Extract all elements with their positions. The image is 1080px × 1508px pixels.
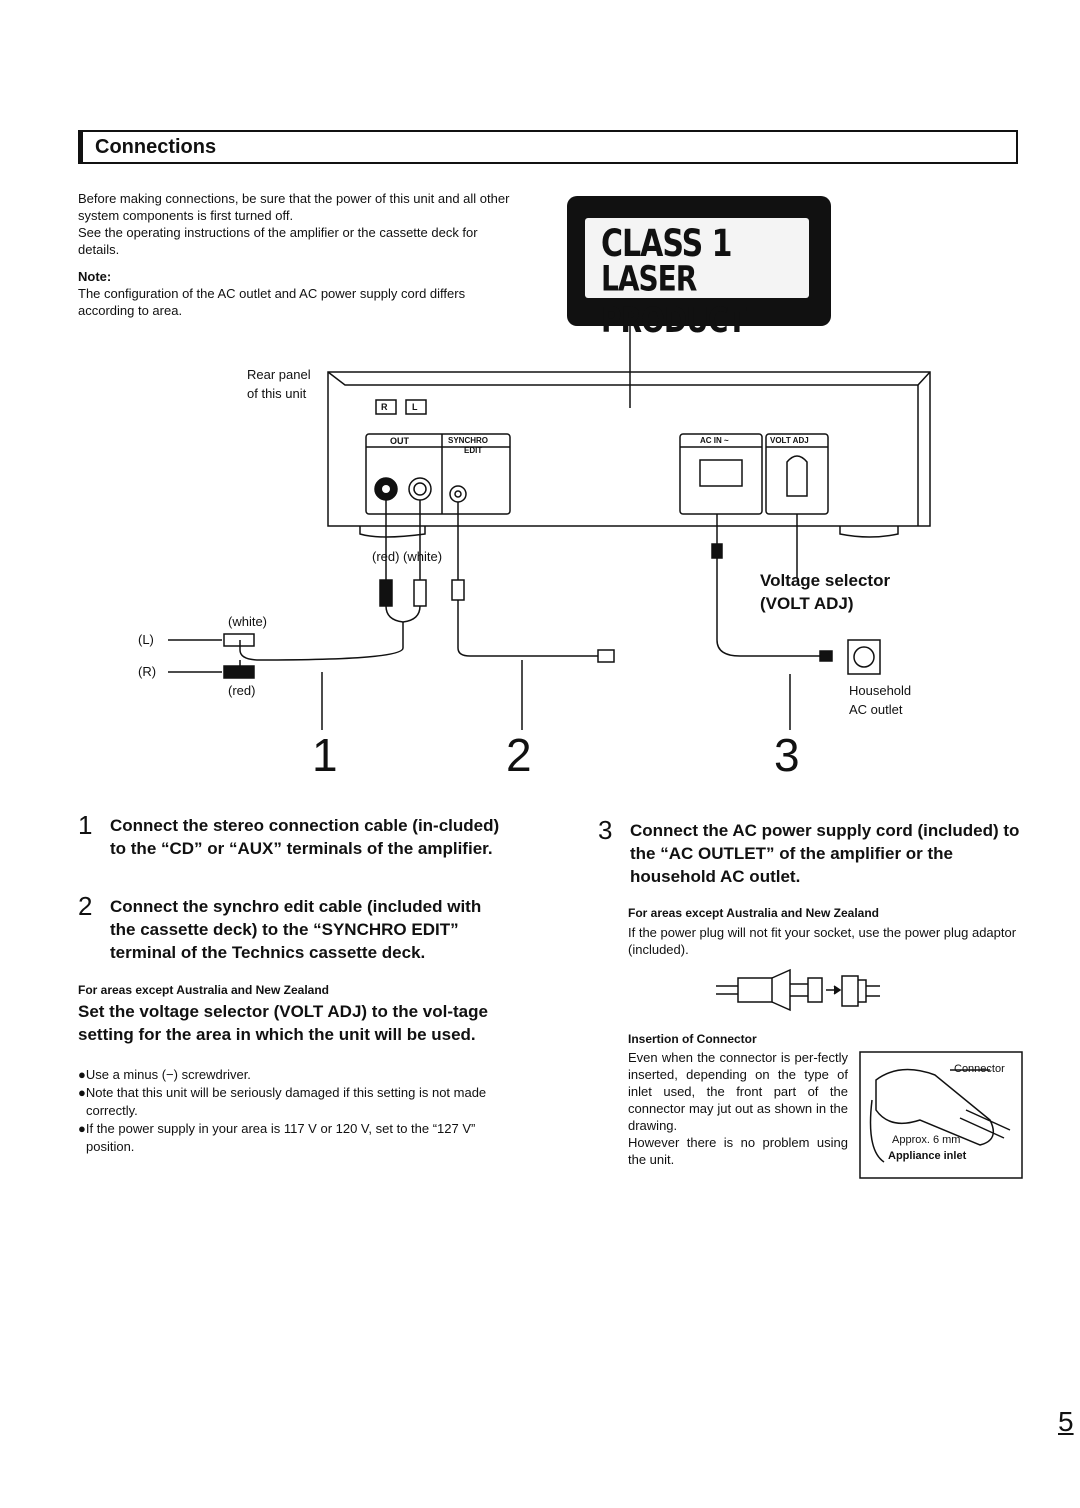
voltage-selector-label: Voltage selector <box>760 571 891 590</box>
bullet-1: ●Use a minus (−) screwdriver. <box>78 1067 251 1082</box>
synchro-label-1: SYNCHRO <box>448 436 489 445</box>
bullet-2: ●Note that this unit will be seriously damaged if this setting is not made correctly. <box>78 1085 487 1118</box>
diagram-number-3: 3 <box>774 729 800 781</box>
right-channel-label: (R) <box>138 664 157 679</box>
channel-r-label: R <box>381 402 388 412</box>
page-number: 5 <box>1058 1406 1074 1437</box>
connector-label: Connector <box>954 1063 1005 1075</box>
section-title: Connections <box>95 136 217 158</box>
step-1-number: 1 <box>78 810 93 840</box>
intro-paragraph-1: Before making connections, be sure that the power of this unit and all other system components is first turned off. <box>78 191 510 223</box>
appliance-inlet-label: Appliance inlet <box>888 1150 967 1162</box>
rear-panel-label-2: of this unit <box>247 386 307 401</box>
diagram-number-1: 1 <box>312 729 338 781</box>
step-3-text: Connect the AC power supply cord (included) to the “AC OUTLET” of the amplifier or the household AC outlet. <box>630 821 1020 886</box>
intro-paragraph-2: See the operating instructions of the amplifier or the cassette deck for details. <box>78 225 478 257</box>
insertion-text-2: However there is no problem using the unit. <box>628 1135 848 1167</box>
left-channel-label: (L) <box>138 632 154 647</box>
laser-line-1: CLASS 1 <box>601 222 732 266</box>
volt-adj-panel-label: VOLT ADJ <box>770 436 809 445</box>
step-2 <box>78 891 510 964</box>
areas-note-left: For areas except Australia and New Zealand <box>78 983 329 997</box>
out-terminal-label: OUT <box>390 436 409 446</box>
volt-adj-label: (VOLT ADJ) <box>760 594 854 613</box>
household-label-2: AC outlet <box>849 702 903 717</box>
bullet-3: ●If the power supply in your area is 117 V or 120 V, set to the “127 V” position. <box>78 1121 476 1154</box>
insertion-text <box>628 1049 848 1168</box>
laser-line-2: LASER PRODUCT <box>601 258 746 341</box>
synchro-label-2: EDIT <box>464 446 483 455</box>
diagram-number-2: 2 <box>506 729 532 781</box>
volt-bullets <box>78 1066 510 1156</box>
step-3 <box>598 815 1026 888</box>
step-3-number: 3 <box>598 815 613 845</box>
step-1 <box>78 810 510 860</box>
insertion-text-1: Even when the connector is per-fectly inserted, depending on the type of inlet used, the front part of the connector may jut out as shown in the drawing. <box>628 1050 848 1133</box>
step-2-number: 2 <box>78 891 93 921</box>
white-label: (white) <box>228 614 268 629</box>
step-1-text: Connect the stereo connection cable (in-cluded) to the “CD” or “AUX” terminals of the amplifier. <box>110 816 500 858</box>
adaptor-text: If the power plug will not fit your socket, use the power plug adaptor (included). <box>628 925 1017 957</box>
step-2-text: Connect the synchro edit cable (included with the cassette deck) to the “SYNCHRO EDIT” terminal of the Technics cassette deck. <box>110 897 482 962</box>
red-label: (red) <box>228 683 256 698</box>
volt-instruction: Set the voltage selector (VOLT ADJ) to the vol-tage setting for the area in which the unit will be used. <box>78 1002 488 1044</box>
ac-in-label: AC IN ~ <box>700 436 729 445</box>
household-label-1: Household <box>849 683 912 698</box>
approx-label: Approx. 6 mm <box>892 1134 961 1146</box>
channel-l-label: L <box>412 402 418 412</box>
rear-panel-label-1: Rear panel <box>247 367 311 382</box>
areas-note-right: For areas except Australia and New Zealand <box>628 906 879 920</box>
red-white-label: (red) (white) <box>372 549 443 564</box>
note-text: The configuration of the AC outlet and AC power supply cord differs according to area. <box>78 286 466 318</box>
note-label: Note: <box>78 269 112 284</box>
insertion-title: Insertion of Connector <box>628 1032 757 1046</box>
